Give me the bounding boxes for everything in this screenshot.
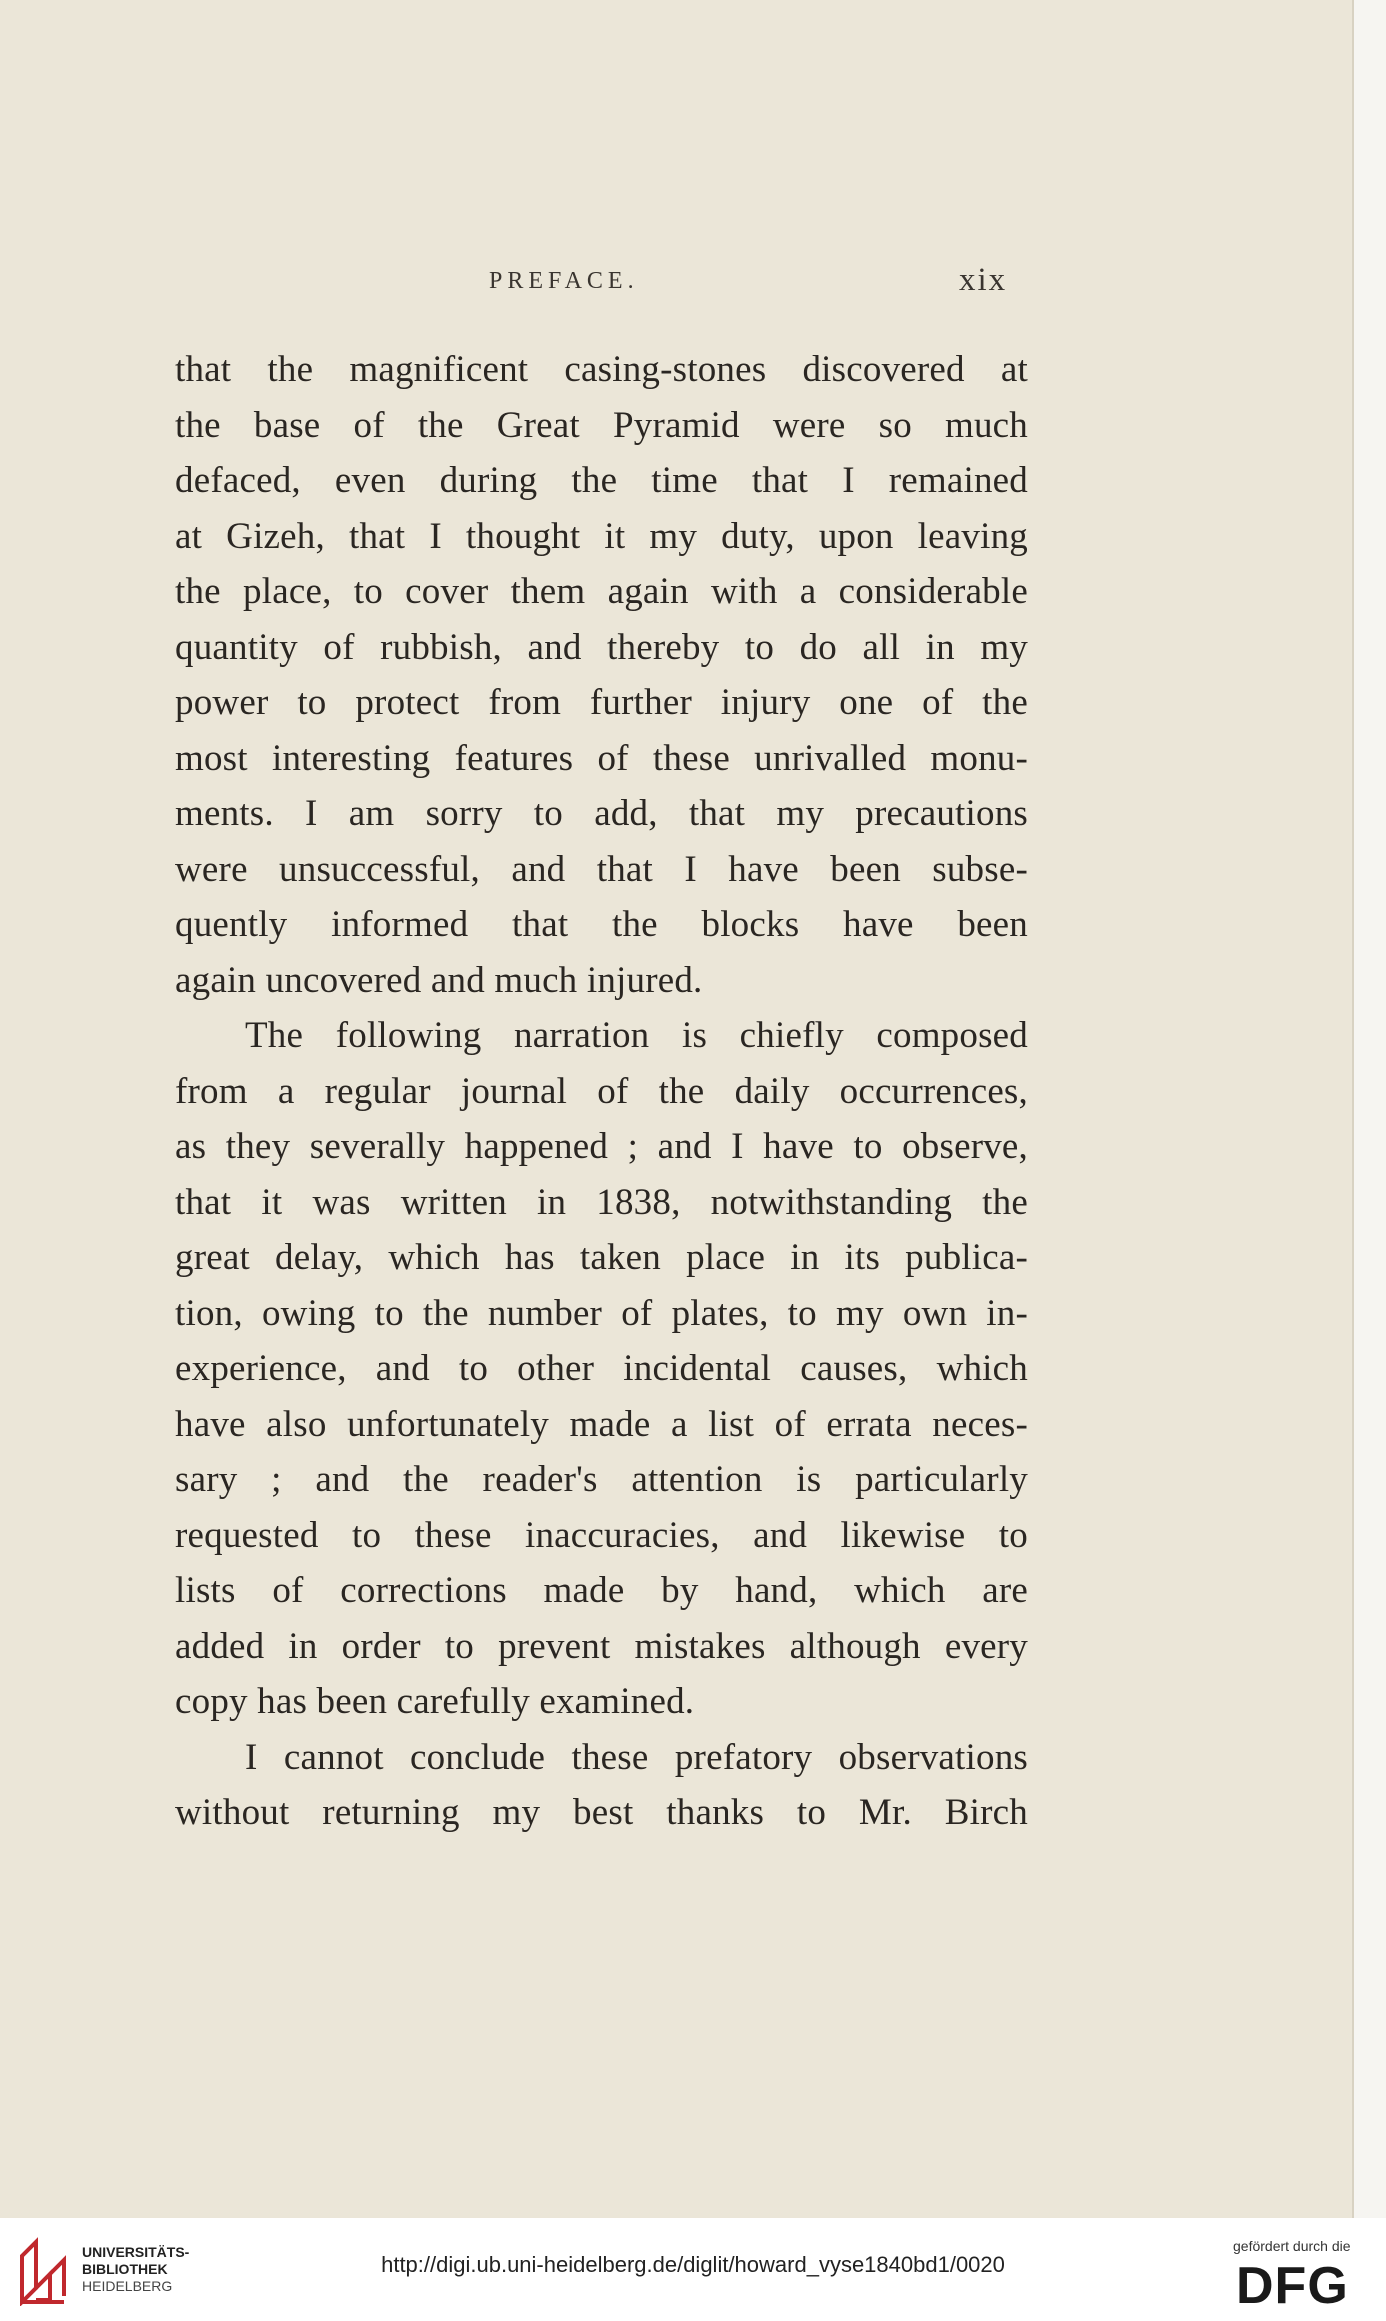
- page-edge: [1354, 0, 1386, 2218]
- sponsor-caption: gefördert durch die: [1233, 2238, 1351, 2254]
- text-line: again uncovered and much injured.: [175, 959, 703, 1001]
- text-line: the base of the Great Pyramid were so much: [175, 404, 1028, 446]
- text-line: have also unfortunately made a list of errata neces-: [175, 1403, 1028, 1445]
- text-line: sary ; and the reader's attention is particularly: [175, 1459, 1028, 1500]
- text-line: most interesting features of these unrivalled monu-: [175, 737, 1028, 779]
- text-line: as they severally happened ; and I have to observe,: [175, 1126, 1028, 1167]
- text-line: great delay, which has taken place in its publica-: [175, 1237, 1028, 1278]
- permalink-url[interactable]: http://digi.ub.uni-heidelberg.de/diglit/howard_vyse1840bd1/0020: [381, 2252, 1005, 2277]
- text-line: copy has been carefully examined.: [175, 1681, 695, 1722]
- text-line: that it was written in 1838, notwithstanding the: [175, 1181, 1028, 1223]
- footer-bar: [0, 2218, 1386, 2321]
- text-line: The following narration is chiefly composed: [245, 1015, 1028, 1056]
- text-line: were unsuccessful, and that I have been subse-: [175, 848, 1028, 890]
- library-name-line-3: HEIDELBERG: [82, 2278, 173, 2294]
- text-line: defaced, even during the time that I remained: [175, 460, 1028, 501]
- library-name-line-1: UNIVERSITÄTS-: [82, 2244, 190, 2260]
- text-line: added in order to prevent mistakes although every: [175, 1625, 1028, 1667]
- text-line: from a regular journal of the daily occurrences,: [175, 1070, 1028, 1112]
- text-line: tion, owing to the number of plates, to my own in-: [175, 1292, 1028, 1334]
- text-line: the place, to cover them again with a considerable: [175, 571, 1028, 612]
- text-line: lists of corrections made by hand, which are: [175, 1570, 1028, 1611]
- running-head-title: PREFACE.: [489, 268, 639, 294]
- text-line: quantity of rubbish, and thereby to do all in my: [175, 626, 1028, 668]
- running-head: [0, 262, 1386, 306]
- text-line: quently informed that the blocks have been: [175, 904, 1028, 945]
- text-line: requested to these inaccuracies, and likewise to: [175, 1514, 1028, 1556]
- text-line: power to protect from further injury one of the: [175, 682, 1028, 723]
- library-name-line-2: BIBLIOTHEK: [82, 2261, 168, 2277]
- text-line: ments. I am sorry to add, that my precautions: [175, 793, 1028, 834]
- dfg-logo-icon: DFG: [1236, 2257, 1349, 2315]
- text-line: without returning my best thanks to Mr. Birch: [175, 1792, 1028, 1833]
- text-line: experience, and to other incidental causes, which: [175, 1348, 1028, 1389]
- page-number: xix: [959, 262, 1008, 298]
- text-line: that the magnificent casing-stones discovered at: [175, 349, 1028, 390]
- text-line: I cannot conclude these prefatory observations: [245, 1736, 1028, 1778]
- text-line: at Gizeh, that I thought it my duty, upon leaving: [175, 515, 1028, 557]
- body-text: [175, 342, 1028, 1841]
